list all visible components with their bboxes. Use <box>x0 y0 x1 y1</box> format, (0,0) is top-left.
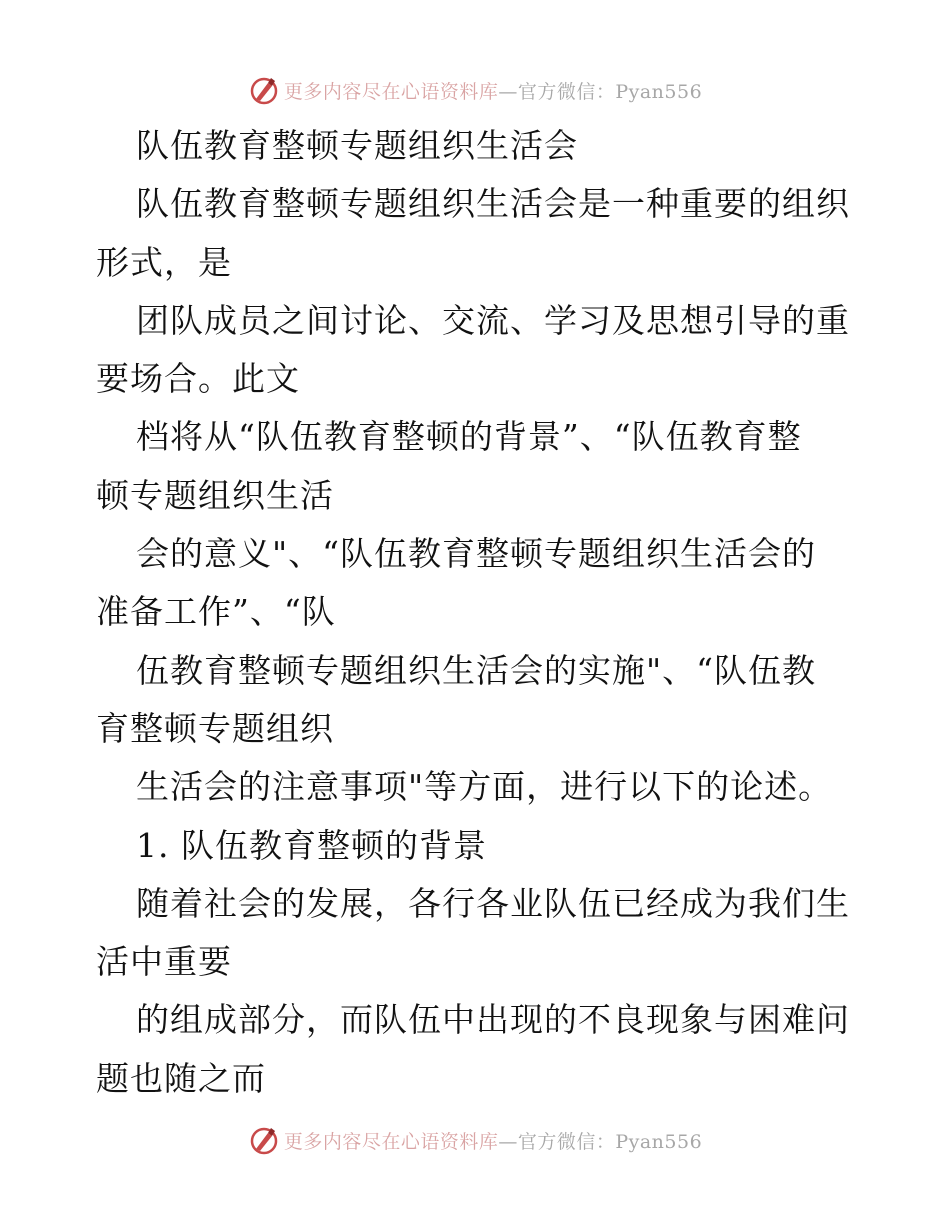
paragraph-line: 活中重要 <box>96 942 232 982</box>
paragraph-line: 队伍教育整顿专题组织生活会是一种重要的组织 <box>136 184 850 224</box>
paragraph-line: 题也随之而 <box>96 1058 266 1098</box>
footer-watermark <box>0 1122 950 1158</box>
paragraph-line: 的组成部分，而队伍中出现的不良现象与困难问 <box>136 1000 850 1040</box>
paragraph-line: 档将从“队伍教育整顿的背景”、“队伍教育整 <box>136 417 802 457</box>
paragraph-line: 会的意义"、“队伍教育整顿专题组织生活会的 <box>136 534 817 574</box>
header-watermark <box>0 72 950 108</box>
paragraph-line: 育整顿专题组织 <box>96 708 334 748</box>
watermark-wechat: —官方微信：Pyan556 <box>498 80 703 103</box>
pen-circle-logo-icon <box>248 1124 280 1156</box>
watermark-label: 更多内容尽在心语资料库 <box>283 1130 499 1153</box>
watermark-wechat: —官方微信：Pyan556 <box>498 1130 703 1153</box>
document-body <box>96 117 856 1108</box>
paragraph-line: 准备工作”、“队 <box>96 592 336 632</box>
paragraph-line: 随着社会的发展，各行各业队伍已经成为我们生 <box>136 883 850 923</box>
paragraph-line: 伍教育整顿专题组织生活会的实施"、“队伍教 <box>136 650 817 690</box>
watermark-label: 更多内容尽在心语资料库 <box>283 80 499 103</box>
paragraph-line: 形式，是 <box>96 242 232 282</box>
paragraph-line: 团队成员之间讨论、交流、学习及思想引导的重 <box>136 300 850 340</box>
document-title: 队伍教育整顿专题组织生活会 <box>136 126 578 165</box>
paragraph-line: 生活会的注意事项"等方面，进行以下的论述。 <box>136 767 833 807</box>
paragraph-line: 顿专题组织生活 <box>96 475 334 515</box>
pen-circle-logo-icon <box>248 74 280 106</box>
section-heading: 1. 队伍教育整顿的背景 <box>136 825 487 865</box>
paragraph-line: 要场合。此文 <box>96 359 300 399</box>
